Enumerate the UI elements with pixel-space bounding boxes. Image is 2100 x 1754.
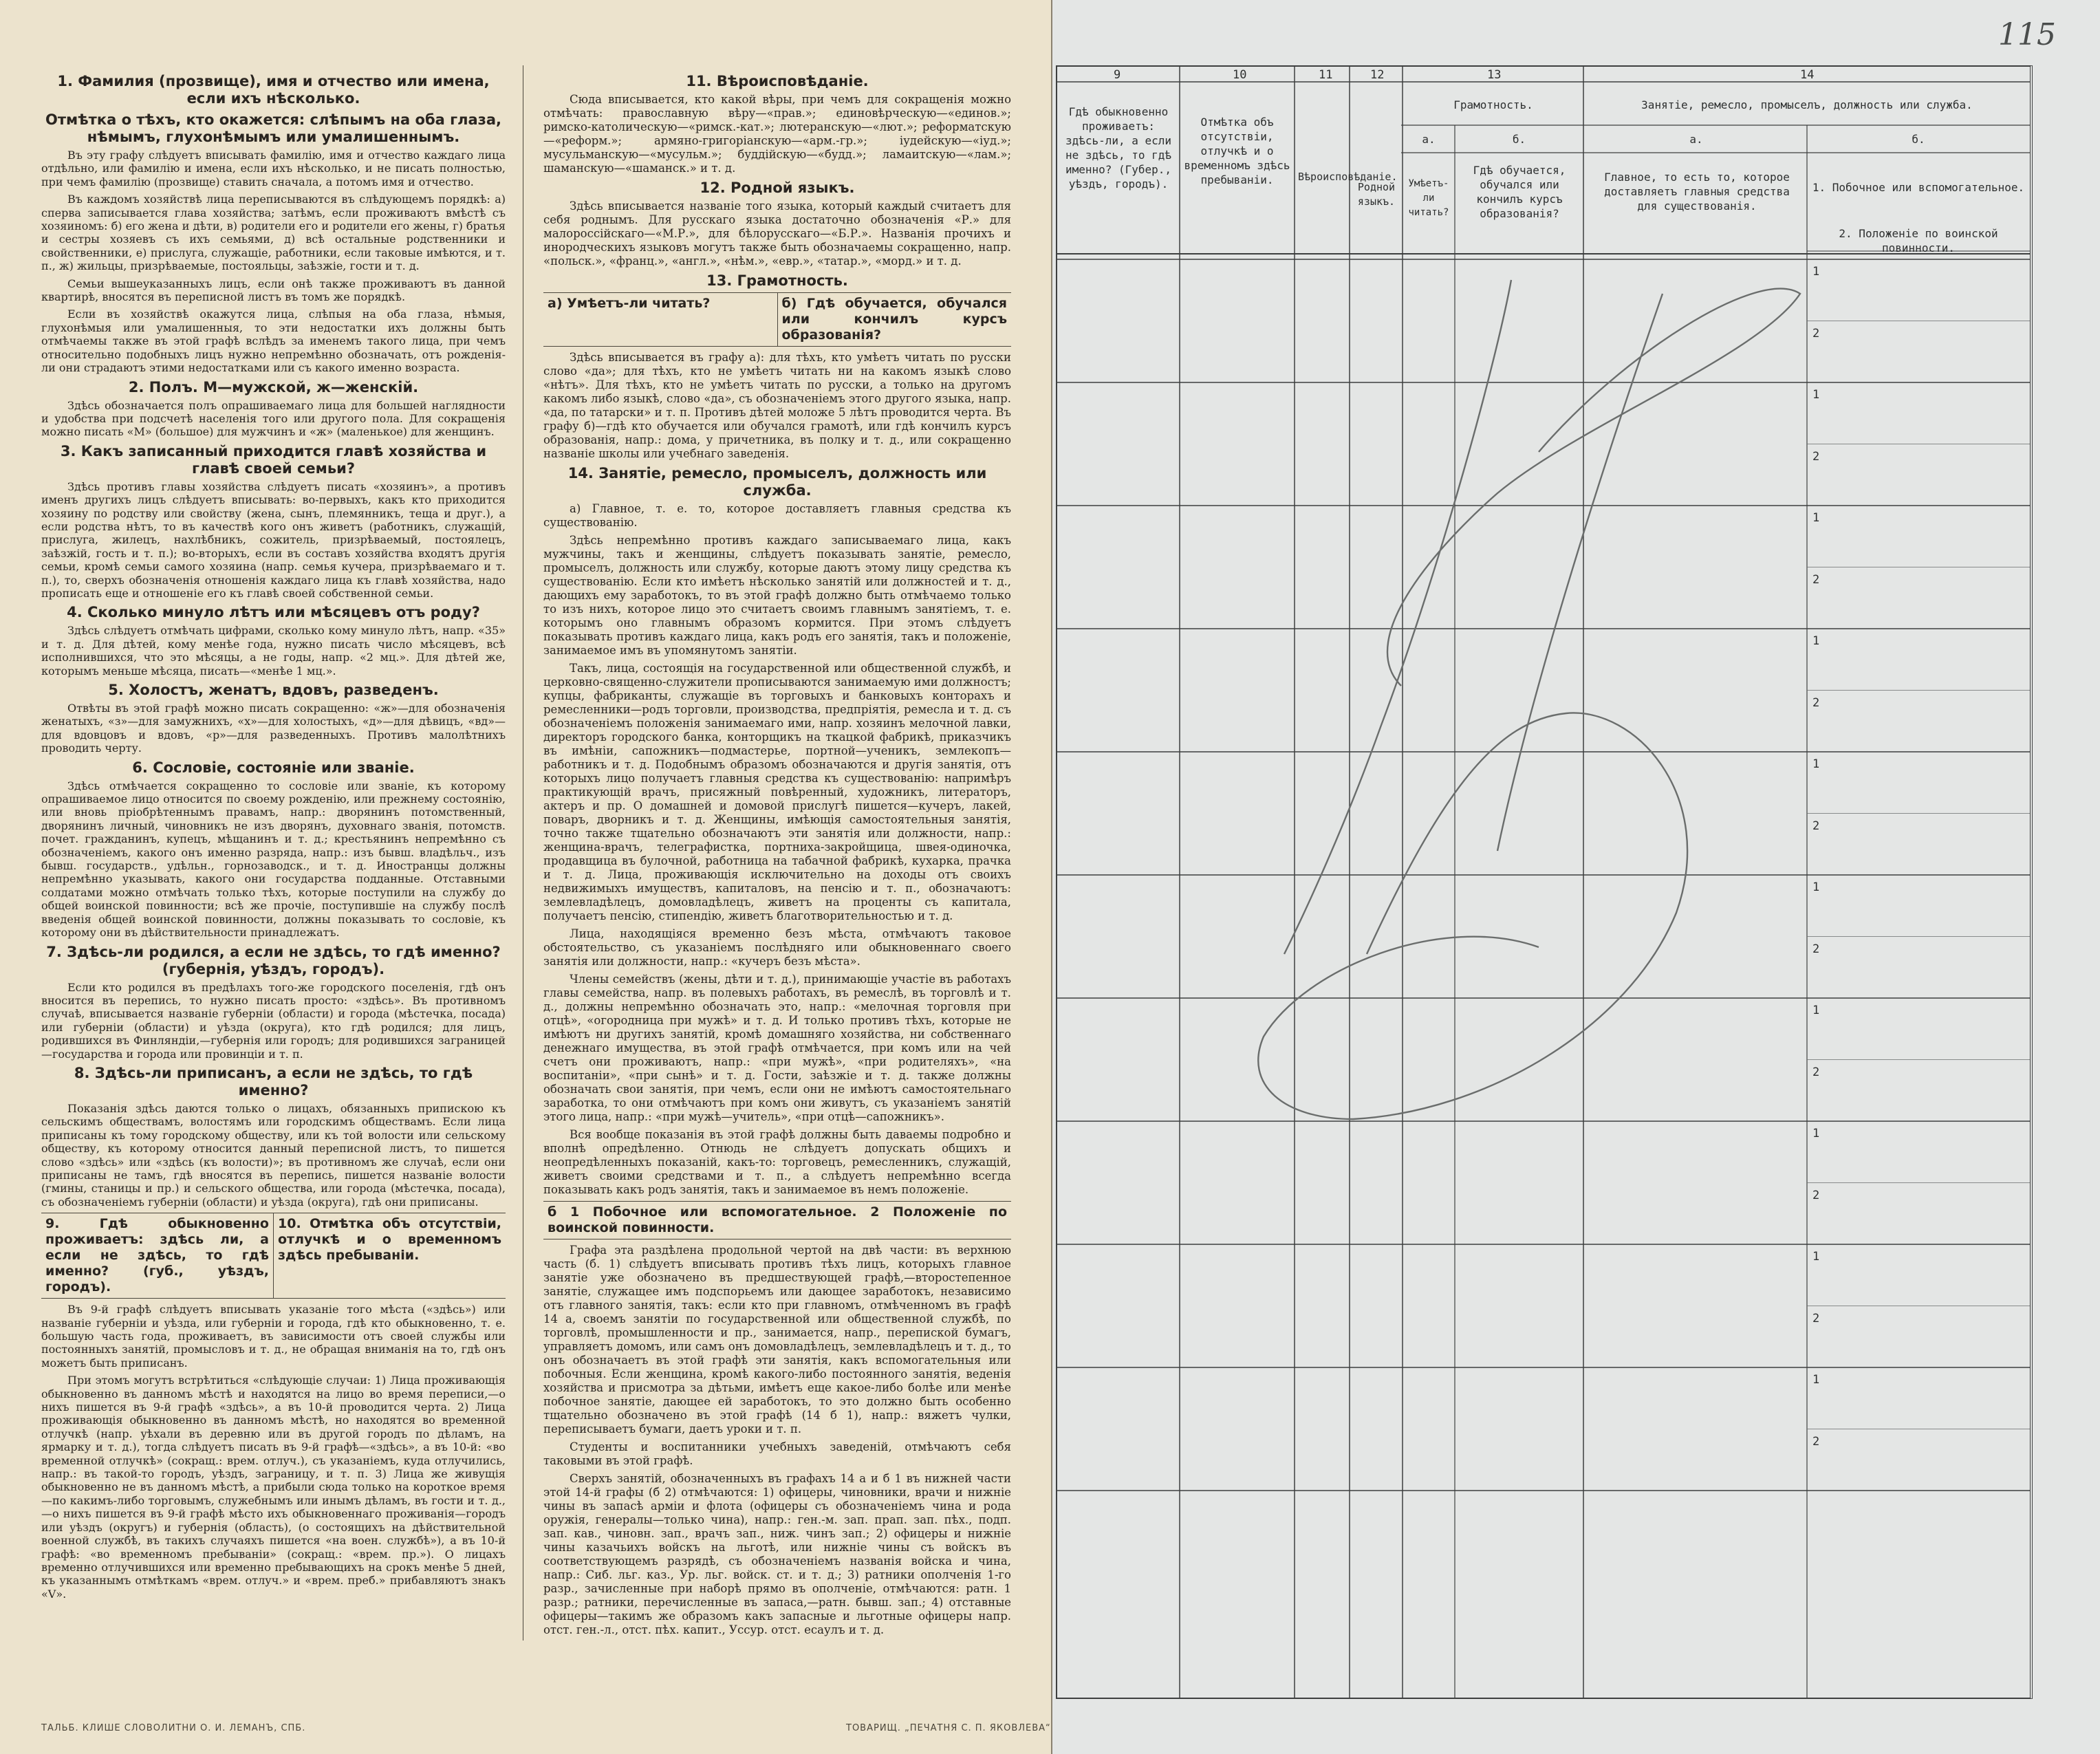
section-heading: 5. Холостъ, женатъ, вдовъ, разведенъ. xyxy=(108,682,439,698)
split-heading-cell: 9. Гдѣ обыкновенно проживаетъ: здѣсь ли, а если не здѣсь, то гдѣ именно? (губ., уѣздъ, городъ). xyxy=(45,1216,269,1295)
header-col12: Родной языкъ. xyxy=(1357,181,1396,208)
row-marker: 2 xyxy=(1812,326,1820,340)
instruction-paragraph: Въ эту графу слѣдуетъ вписывать фамилію, имя и отчество каждаго лица отдѣльно, или фамилію и имена, если ихъ нѣсколько, и не писать полностью, при чемъ фамилію (прозвище) ставить сначала, а потомъ имя и отчество. xyxy=(41,149,506,188)
instruction-paragraph: При этомъ могутъ встрѣтиться «слѣдующіе случаи: 1) Лица проживающія обыкновенно въ данномъ мѣстѣ и находятся на лицо во время переписи,—о нихъ пишется въ 9-й графѣ «здѣсь», а въ 10-й проводится черта. 2) Лица проживающія обыкновенно въ данномъ мѣстѣ, но находятся во временной отлучкѣ (напр. уѣхали въ деревню или въ другой городъ по дѣламъ, на ярмарку и т. д.), тогда слѣдуетъ писать въ 9-й графѣ—«здѣсь», а въ 10-й: «во временной отлучкѣ» (сокращ.: врем. отлуч.), съ указаніемъ, куда отлучились, напр.: въ такой-то городъ, уѣздъ, заграницу, и т. п. 3) Лица же живущія обыкновенно не въ данномъ мѣстѣ, а прибыли сюда только на короткое время—по какимъ-либо торговымъ, служебнымъ или инымъ дѣламъ, въ гости и т. д.,—о нихъ пишется въ 9-й графѣ мѣсто ихъ обыкновеннаго проживанія—городъ или уѣздъ (округъ) и губернія (область), (о состоящихъ на дѣйствительной военной службѣ, въ такихъ случаяхъ пишется «на воен. службѣ»), а въ 10-й графѣ: «во временномъ пребываніи» (сокращ.: «врем. пр.»). О лицахъ временно отлучившихся или временно пребывающихъ на срокъ менѣе 5 дней, къ указаннымъ отмѣткамъ «врем. отлуч.» и «врем. преб.» прибавляютъ знакъ «V». xyxy=(41,1374,506,1601)
section-heading: 1. Фамилия (прозвище), имя и отчество или имена, если ихъ нѣсколько. xyxy=(57,73,490,107)
header-col13a: Умѣетъ-ли читать? xyxy=(1408,178,1449,218)
printer-imprint-right: ТОВАРИЩ. „ПЕЧАТНЯ С. П. ЯКОВЛЕВА“ xyxy=(846,1723,1051,1733)
instruction-paragraph: Такъ, лица, состоящія на государственной или общественной службѣ, и церковно-священно-служители прописываются занимаемую ими должностъ; купцы, фабриканты, служащіе въ торговыхъ и банковыхъ конторахъ и ремесленники—родъ торговли, производства, предпріятія, ремесла и т. д. съ обозначеніемъ положенія занимаемаго ими, напр. хозяинъ мелочной лавки, директоръ городского банка, конторщикъ на ткацкой фабрикѣ, приказчикъ въ имѣніи, сапожникъ—подмастерье, портной—ученикъ, землекопъ—работникъ и т. д. Подобнымъ образомъ обозначаются и другія занятія, отъ которыхъ лицо получаетъ главныя средства къ существованію: напримѣръ практикующій врачъ, присяжный повѣренный, художникъ, литераторъ, актеръ и пр. О домашней и домовой прислугѣ пишется—кучеръ, лакей, поваръ, дворникъ и т. д. Женщины, имѣющія самостоятельныя занятія, точно также тщательно обозначаютъ эти занятія или должности, напр.: женщина-врачъ, телеграфистка, портниха-закройщица, швея-одиночка, продавщица въ булочной, работница на табачной фабрикѣ, кухарка, прачка и т. д. Лица, проживающія исключительно на доходы отъ своихъ недвижимыхъ имуществъ, капиталовъ, на пенсію и т. п., обозначаютъ: землевладѣлецъ, домовладѣлецъ, живетъ на проценты съ капитала, получаетъ пенсію, стипендію, живетъ благотворительностью и т. д. xyxy=(543,662,1011,922)
split-heading-cell: б 1 Побочное или вспомогательное. 2 Положеніе по воинской повинности. xyxy=(548,1204,1007,1235)
instruction-paragraph: Вся вообще показанія въ этой графѣ должны быть даваемы подробно и вполнѣ опредѣленно. Отнюдь не слѣдуетъ допускать общихъ и неопредѣленныхъ показаній, какъ-то: торговецъ, ремесленникъ, служащій, живетъ своими средствами и т. п., а слѣдуетъ непремѣнно всегда показывать какъ родъ занятія, такъ и занимаемое въ немъ положеніе. xyxy=(543,1128,1011,1196)
header-col11: Вѣроисповѣданіе. xyxy=(1298,171,1398,183)
instruction-paragraph: Въ 9-й графѣ слѣдуетъ вписывать указаніе того мѣста («здѣсь») или названіе губерніи и уѣзда, или губерніи и города, гдѣ кто обыкновенно, т. е. большую часть года, проживаетъ, въ зависимости отъ своей службы или постоянныхъ занятій, промысловъ и т. д., не обращая вниманія на то, гдѣ онъ можетъ быть приписанъ. xyxy=(41,1303,506,1369)
row-marker: 2 xyxy=(1812,1311,1820,1325)
row-marker: 1 xyxy=(1812,511,1820,525)
col-number-9: 9 xyxy=(1114,68,1121,82)
handwritten-page-number: 115 xyxy=(1998,17,2056,52)
row-marker: 1 xyxy=(1812,880,1820,894)
row-marker: 2 xyxy=(1812,1188,1820,1202)
instruction-paragraph: Здѣсь вписывается въ графу а): для тѣхъ, кто умѣетъ читать по русски слово «да»; для тѣхъ, кто не умѣетъ читать ни на какомъ языкѣ слово «нѣтъ». Для тѣхъ, кто не умѣетъ читать по русски, а только на другомъ какомъ либо языкѣ, слово «да», съ обозначеніемъ этого другого языка, напр. «да, по татарски» и т. п. Противъ дѣтей моложе 5 лѣтъ проводится черта. Въ графу б)—гдѣ кто обучается или обучался грамотѣ, или гдѣ кончилъ курсъ образованія, напр.: дома, у причетника, въ полку и т. д., или сокращенно названіе школы или учебнаго заведенія. xyxy=(543,351,1011,460)
handwritten-flourish xyxy=(1258,280,1800,1119)
header-col14: Занятіе, ремесло, промыселъ, должность или служба. xyxy=(1641,98,1973,111)
split-heading xyxy=(543,1201,1011,1239)
printer-imprint-left: ТАЛЬБ. КЛИШЕ СЛОВОЛИТНИ О. И. ЛЕМАНЪ, СПБ. xyxy=(41,1723,306,1733)
instruction-paragraph: Если въ хозяйствѣ окажутся лица, слѣпыя на оба глаза, нѣмыя, глухонѣмыя или умалишенныя, то эти недостатки ихъ должны быть отмѣчаемы также въ этой графѣ вслѣдъ за именемъ такого лица, при чемъ относительно подобныхъ лицъ нужно непремѣнно обозначать, отъ рожденія-ли они страдаютъ этими недостатками или съ какого именно возраста. xyxy=(41,307,506,375)
instruction-paragraph: Сверхъ занятій, обозначенныхъ въ графахъ 14 а и б 1 въ нижней части этой 14-й графы (б 2) отмѣчаются: 1) офицеры, чиновники, врачи и нижніе чины въ запасѣ арміи и флота (офицеры съ обозначеніемъ чина и рода оружія, генералы—только чина), напр.: ген.-м. зап. прап. зап. пѣх., подп. зап. кав., чиновн. зап., врачъ зап., ниж. чинъ зап.; 2) офицеры и нижніе чины казачьихъ войскъ на льготѣ, или нижніе чины съ войскъ въ соответствующемъ разрядѣ, съ обозначеніемъ названія войска и чина, напр.: Сиб. льг. каз., Ур. льг. войск. ст. и т. д.; 3) ратники ополченія 1-го разр., зачисленные при наборѣ прямо въ ополченіе, отмѣчаются: ратн. 1 разр.; ратники, перечисленные въ запаса,—ратн. бывш. зап.; 4) отставные офицеры—такимъ же образомъ какъ запасные и льготные офицеры напр. отст. ген.-л., отст. пѣх. капит., Уссур. отст. есаулъ и т. д. xyxy=(543,1472,1011,1636)
row-marker: 2 xyxy=(1812,819,1820,833)
section-heading: 8. Здѣсь-ли приписанъ, а если не здѣсь, то гдѣ именно? xyxy=(74,1064,473,1098)
split-heading xyxy=(41,1213,506,1299)
row-marker: 1 xyxy=(1812,265,1820,279)
row-marker: 1 xyxy=(1812,1250,1820,1264)
census-table xyxy=(1056,65,2033,1699)
split-heading-cell: б) Гдѣ обучается, обучался или кончилъ курсъ образованія? xyxy=(777,293,1012,346)
instruction-paragraph: Здѣсь непремѣнно противъ каждаго записываемаго лица, какъ мужчины, такъ и женщины, слѣдуетъ показывать занятіе, ремесло, промыселъ, должность или службу, которые даютъ этому лицу средства къ существованію. Если кто имѣетъ нѣсколько занятій или должностей и т. д., дающихъ ему заработокъ, то въ этой графѣ должно быть отмѣчаемо только то изъ нихъ, которое лицо это считаетъ своимъ главнымъ занятіемъ, т. е. которымъ оно главнымъ образомъ кормится. При этомъ слѣдуетъ показывать противъ каждаго лица, какъ родъ его занятія, такъ и положеніе, занимаемое имъ въ упомянутомъ занятіи. xyxy=(543,534,1011,657)
section-heading: Отмѣтка о тѣхъ, кто окажется: слѣпымъ на оба глаза, нѣмымъ, глухонѣмымъ или умалишеннымъ. xyxy=(45,111,501,145)
col-number-11: 11 xyxy=(1319,68,1333,82)
section-heading: 4. Сколько минуло лѣтъ или мѣсяцевъ отъ роду? xyxy=(67,604,480,621)
row-marker: 2 xyxy=(1812,1434,1820,1449)
instruction-paragraph: Въ каждомъ хозяйствѣ лица переписываются въ слѣдующемъ порядкѣ: а) сперва записывается глава хозяйства; затѣмъ, если проживаютъ вмѣстѣ съ хозяиномъ: б) его жена и дѣти, в) родители его и родители его жены, г) братья и сестры хозяевъ съ ихъ семьями, д) всѣ остальные родственники и свойственники, е) прислуга, служащіе, работники, если таковые имѣются, и т. п., ж) жильцы, призрѣваемые, постояльцы, заѣзжіе, гости и т. д. xyxy=(41,193,506,273)
row-marker: 2 xyxy=(1812,572,1820,587)
section-heading: 7. Здѣсь-ли родился, а если не здѣсь, то гдѣ именно? (губернія, уѣздъ, городъ). xyxy=(46,943,501,977)
row-marker: 1 xyxy=(1812,634,1820,648)
instruction-paragraph: Здѣсь слѣдуетъ отмѣчать цифрами, сколько кому минуло лѣтъ, напр. «35» и т. д. Для дѣтей, кому менѣе года, нужно писать число мѣсяцевъ, всѣ исполнившихся, что это мѣсяцы, а не годы, напр. «2 мц.». Для дѣтей же, которымъ меньше мѣсяца, писать—«менѣе 1 мц.». xyxy=(41,624,506,678)
section-heading: 6. Сословіе, состояніе или званіе. xyxy=(132,759,415,776)
section-heading: 2. Полъ. М—мужской, ж—женскій. xyxy=(128,378,419,396)
row-marker: 2 xyxy=(1812,942,1820,956)
instruction-paragraph: Сюда вписывается, кто какой вѣры, при чемъ для сокращенія можно отмѣчать: православную вѣру—«прав.»; единовѣрческую—«единов.»; римско-католическую—«римск.-кат.»; лютеранскую—«лют.»; реформатскую—«реформ.»; армяно-григоріанскую—«арм.-гр.»; іудейскую—«іуд.»; мусульманскую—«мусульм.»; буддійскую—«будд.»; ламаитскую—«лам.»; шаманскую—«шаманск.» и т. д. xyxy=(543,93,1011,175)
row-marker: 2 xyxy=(1812,695,1820,710)
header-col9: Гдѣ обыкновенно проживаетъ: здѣсь-ли, а если не здѣсь, то гдѣ именно? (Губер., уѣздъ, городъ). xyxy=(1065,105,1172,191)
instruction-paragraph: Отвѣты въ этой графѣ можно писать сокращенно: «ж»—для обозначенія женатыхъ, «з»—для замужнихъ, «х»—для холостыхъ, «д»—для дѣвицъ, «вд»—для вдовцовъ и вдовъ, «р»—для разведенныхъ. Противъ малолѣтнихъ проводить черту. xyxy=(41,702,506,755)
header-col13: Грамотность. xyxy=(1453,98,1533,111)
header-col14b2: 2. Положеніе по воинской повинности. xyxy=(1839,227,1998,255)
row-marker: 1 xyxy=(1812,1373,1820,1387)
split-heading-cell: 10. Отмѣтка объ отсутствіи, отлучкѣ и о временномъ здѣсь пребываніи. xyxy=(273,1213,506,1298)
header-col13b-letter: б. xyxy=(1512,133,1526,146)
row-marker: 1 xyxy=(1812,1127,1820,1140)
split-heading xyxy=(543,292,1011,347)
col-number-14: 14 xyxy=(1800,68,1815,82)
header-col13b: Гдѣ обучается, обучался или кончилъ курсъ образованія? xyxy=(1473,164,1566,220)
col-number-12: 12 xyxy=(1370,68,1385,82)
section-heading: 13. Грамотность. xyxy=(706,272,848,289)
instruction-paragraph: Показанія здѣсь даются только о лицахъ, обязанныхъ припискою къ сельскимъ обществамъ, волостямъ или городскимъ обществамъ. Если лица приписаны къ тому городскому обществу, или къ той волости или сельскому обществу, къ которому относится данный переписной листъ, то пишется слово «здѣсь» или «здѣсь (къ волости)»; въ противномъ же случаѣ, если они приписаны не тамъ, гдѣ вносятся въ перепись, пишется названіе волости (гмины, станицы и пр.) и сельского общества, или города (мѣстечка, посада), съ обозначеніемъ губерніи (области) и уѣзда (округа), гдѣ они приписаны. xyxy=(41,1101,506,1209)
instructions-column-left xyxy=(41,69,506,1605)
split-heading-cell: а) Умѣетъ-ли читать? xyxy=(548,296,711,311)
header-col13a-letter: а. xyxy=(1422,133,1436,146)
header-col14a-letter: а. xyxy=(1689,133,1703,146)
table-grid xyxy=(1057,67,2030,1698)
section-heading: 14. Занятіе, ремесло, промыселъ, должность или служба. xyxy=(567,465,987,499)
instruction-paragraph: Здѣсь обозначается полъ опрашиваемаго лица для большей наглядности и удобства при подсчетѣ населенія того или другого пола. Для сокращенія можно писать «М» (большое) для мужчинъ и «ж» (маленькое) для женщинъ. xyxy=(41,398,506,439)
instructions-column-right xyxy=(543,69,1011,1641)
instruction-paragraph: Здѣсь противъ главы хозяйства слѣдуетъ писать «хозяинъ», а противъ именъ другихъ лицъ слѣдуетъ вписывать: во-первыхъ, какъ кто приходится хозяину по родству или свойству (жена, сынъ, племянникъ, теща и друг.), а если родства нѣтъ, то въ качествѣ кого онъ живетъ (работникъ, служащій, прислуга, жилецъ, нахлѣбникъ, сожитель, призрѣваемый, постоялецъ, заѣзжій, гость и т. п.); во-вторыхъ, если въ составъ хозяйства входятъ другія семьи, кромѣ семьи самого хозяина (напр. семья кучера, призрѣваемаго и т. п.), то, сверхъ обозначенія отношенія каждаго лица къ главѣ хозяйства, надо прописать еще и отношеніе его къ главѣ своей собственной семьи. xyxy=(41,479,506,600)
row-marker: 2 xyxy=(1812,1065,1820,1079)
header-col10: Отмѣтка объ отсутствіи, отлучкѣ и о временномъ здѣсь пребываніи. xyxy=(1184,116,1290,186)
col-number-10: 10 xyxy=(1233,68,1247,82)
col-number-13: 13 xyxy=(1487,68,1502,82)
instruction-paragraph: Семьи вышеуказанныхъ лицъ, если онѣ также проживаютъ въ данной квартирѣ, вносятся въ переписной листъ въ томъ же порядкѣ. xyxy=(41,277,506,304)
section-heading: 3. Какъ записанный приходится главѣ хозяйства и главѣ своей семьи? xyxy=(60,442,487,477)
header-col14b-letter: б. xyxy=(1912,133,1925,146)
header-col14a: Главное, то есть то, которое доставляетъ главныя средства для существованія. xyxy=(1604,171,1790,213)
row-marker: 1 xyxy=(1812,1004,1820,1017)
instruction-paragraph: Если кто родился въ предѣлахъ того-же городского поселенія, гдѣ онъ вносится въ перепись, то нужно писать просто: «здѣсь». Въ противномъ случаѣ, вписывается названіе губерніи (области) и города (мѣстечка, посада) или губерніи (области) и уѣзда (округа), кто гдѣ родился; для лицъ, родившихся въ Финляндіи,—губернія или городъ; для родившихся заграницей—государства и города или провинціи и т. п. xyxy=(41,980,506,1061)
instruction-paragraph: Студенты и воспитанники учебныхъ заведеній, отмѣчаютъ себя таковыми въ этой графѣ. xyxy=(543,1440,1011,1467)
row-marker: 1 xyxy=(1812,757,1820,771)
row-marker: 2 xyxy=(1812,449,1820,464)
header-col14b1: 1. Побочное или вспомогательное. xyxy=(1812,181,2025,194)
instruction-paragraph: Лица, находящіяся временно безъ мѣста, отмѣчаютъ таковое обстоятельство, съ указаніемъ послѣдняго или обыкновеннаго своего занятія или должности, напр.: «кучеръ безъ мѣста». xyxy=(543,927,1011,968)
section-heading: 11. Вѣроисповѣданіе. xyxy=(686,73,869,89)
row-marker: 1 xyxy=(1812,388,1820,402)
section-heading: 12. Родной языкъ. xyxy=(700,180,855,196)
instruction-paragraph: Члены семействъ (жены, дѣти и т. д.), принимающіе участіе въ работахъ главы семейства, напр. въ полевыхъ работахъ, въ ремеслѣ, въ торговлѣ и т. д., должны непремѣнно обозначать это, напр.: «мелочная торговля при отцѣ», «огородница при мужѣ» и т. д. И только противъ тѣхъ, которые не имѣютъ ни другихъ занятій, кромѣ домашняго хозяйства, ни собственнаго денежнаго имущества, въ этой графѣ отмѣчается, при комъ или на чей счетъ они проживаютъ, напр.: «при мужѣ», «при родителяхъ», «на воспитаніи», «при сынѣ» и т. д. Гости, заѣзжіе и т. д. также должны обозначать свои занятія, при чемъ, если они не имѣютъ самостоятельнаго заработка, то они отмѣчаютъ при комъ они живутъ, съ указаніемъ занятій этого лица, напр.: «при мужѣ—учитель», «при отцѣ—сапожникъ». xyxy=(543,973,1011,1123)
instruction-paragraph: а) Главное, т. е. то, которое доставляетъ главныя средства къ существованію. xyxy=(543,502,1011,529)
instruction-paragraph: Графа эта раздѣлена продольной чертой на двѣ части: въ верхнюю часть (б. 1) слѣдуетъ вписывать противъ тѣхъ лицъ, которыхъ главное занятіе уже обозначено въ предшествующей графѣ,—второстепенное занятіе, служащее имъ подспорьемъ или дающее заработокъ, независимо отъ главного занятія, такъ: если кто при главномъ, отмѣченномъ въ графѣ 14 а, своемъ занятіи по государственной или общественной службѣ, по торговлѣ, промышленности и пр., занимается, напр., перепиской бумагъ, управляетъ домомъ, или самъ онъ домовладѣлецъ, землевладѣлецъ и т. д., то онъ обозначаетъ въ этой графѣ эти занятія, какъ вспомогательныя или побочныя. Если женщина, кромѣ какого-либо постоянного занятія, веденія хозяйства и присмотра за дѣтьми, имѣетъ еще какое-либо болѣе или менѣе побочное занятіе, дающее ей заработокъ, то это должно быть особенно тщательно обозначено въ этой графѣ (14 б 1), напр.: вяжетъ чулки, переписываетъ бумаги, даетъ уроки и т. п. xyxy=(543,1244,1011,1436)
instruction-paragraph: Здѣсь отмѣчается сокращенно то сословіе или званіе, къ которому опрашиваемое лицо относится по своему рожденію, или прежнему состоянію, или вновь пріобрѣтеннымъ правамъ, напр.: дворянинъ потомственный, дворянинъ личный, чиновникъ не изъ дворянъ, духовнаго званія, потомств. почет. гражданинъ, купецъ, мѣщанинъ и т. д.; крестьянинъ непремѣнно съ обозначеніемъ, какого онъ именно разряда, напр.: изъ бывш. владѣльч., изъ бывш. государств., удѣльн., горнозаводск., и т. д. Иностранцы должны непремѣнно указывать, какого они государства подданные. Отставными солдатами можно отмѣчать только тѣхъ, которые поступили на службу до общей воинской повинности; всѣ же прочіе, поступившіе на службу послѣ введенія общей воинской повинности, должны показывать то сословіе, къ которому они въ дѣйствительности принадлежатъ. xyxy=(41,779,506,940)
instruction-paragraph: Здѣсь вписывается названіе того языка, который каждый считаетъ для себя роднымъ. Для русскаго языка достаточно обозначенія «Р.» для малороссійскаго—«М.Р.», для бѣлорусскаго—«Б.Р.». Названія прочихъ и инородческихъ языковъ могутъ также быть обозначаемы сокращенно, напр. «польск.», «франц.», «англ.», «нѣм.», «евр.», «татар.», «морд.» и т. д. xyxy=(543,199,1011,268)
